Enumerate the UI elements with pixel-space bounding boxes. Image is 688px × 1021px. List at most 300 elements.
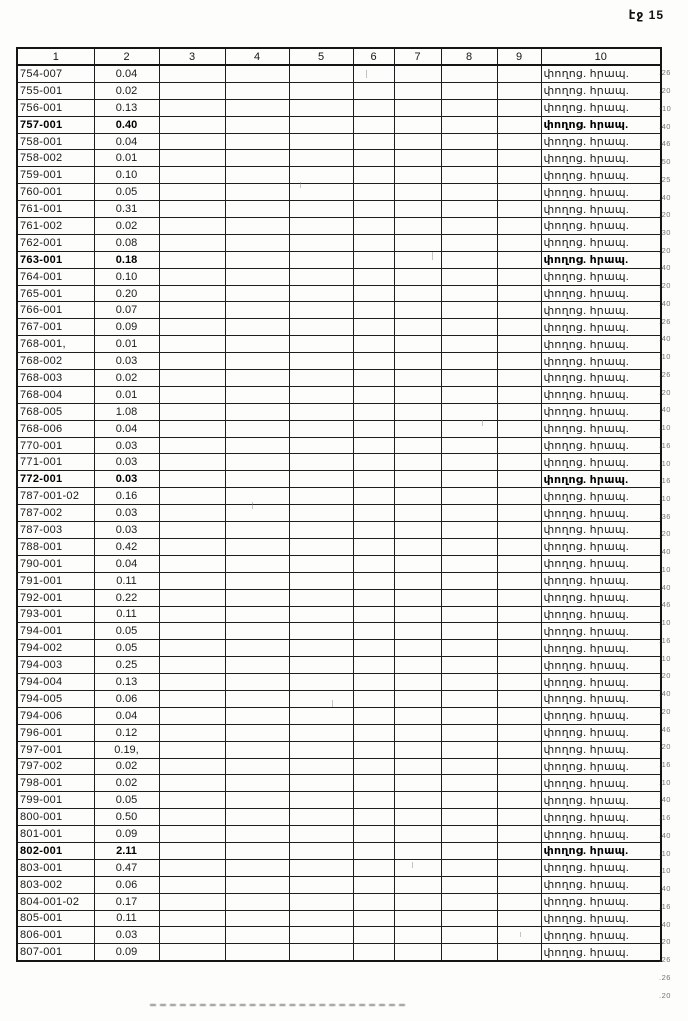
- empty-cell: [441, 758, 497, 775]
- empty-cell: [394, 65, 441, 82]
- empty-cell: [441, 420, 497, 437]
- area-value-cell: 0.01: [94, 336, 159, 353]
- empty-cell: [289, 707, 353, 724]
- area-value-cell: 0.05: [94, 792, 159, 809]
- area-value-cell: 0.02: [94, 370, 159, 387]
- margin-mark: .46: [659, 139, 671, 149]
- note-cell: փողոց. հրապ.: [541, 538, 661, 555]
- parcel-code-cell: 804-001-02: [17, 893, 94, 910]
- empty-cell: [394, 707, 441, 724]
- area-value-cell: 0.50: [94, 809, 159, 826]
- empty-cell: [394, 809, 441, 826]
- empty-cell: [159, 927, 225, 944]
- empty-cell: [225, 201, 289, 218]
- empty-cell: [441, 386, 497, 403]
- empty-cell: [353, 116, 394, 133]
- area-value-cell: 0.47: [94, 859, 159, 876]
- empty-cell: [225, 234, 289, 251]
- parcel-code-cell: 803-001: [17, 859, 94, 876]
- empty-cell: [441, 454, 497, 471]
- area-value-cell: 0.06: [94, 690, 159, 707]
- parcel-code-cell: 768-003: [17, 370, 94, 387]
- margin-mark: .10: [659, 564, 671, 574]
- empty-cell: [394, 842, 441, 859]
- empty-cell: [394, 201, 441, 218]
- empty-cell: [159, 184, 225, 201]
- empty-cell: [394, 505, 441, 522]
- scan-noise: [432, 252, 433, 260]
- empty-cell: [225, 623, 289, 640]
- empty-cell: [441, 606, 497, 623]
- empty-cell: [441, 555, 497, 572]
- area-value-cell: 0.19,: [94, 741, 159, 758]
- empty-cell: [353, 944, 394, 961]
- parcel-code-cell: 794-006: [17, 707, 94, 724]
- empty-cell: [353, 555, 394, 572]
- margin-mark: .20: [659, 671, 671, 681]
- table-body: [17, 65, 661, 961]
- note-cell: փողոց. հրապ.: [541, 285, 661, 302]
- empty-cell: [394, 488, 441, 505]
- empty-cell: [497, 876, 541, 893]
- table-row: [17, 809, 661, 826]
- empty-cell: [497, 65, 541, 82]
- empty-cell: [159, 285, 225, 302]
- empty-cell: [394, 893, 441, 910]
- table-row: [17, 403, 661, 420]
- empty-cell: [353, 353, 394, 370]
- area-value-cell: 0.07: [94, 302, 159, 319]
- empty-cell: [159, 809, 225, 826]
- table-row: [17, 488, 661, 505]
- empty-cell: [497, 555, 541, 572]
- table-row: [17, 454, 661, 471]
- empty-cell: [159, 505, 225, 522]
- empty-cell: [497, 218, 541, 235]
- table-row: [17, 826, 661, 843]
- note-cell: փողոց. հրապ.: [541, 910, 661, 927]
- empty-cell: [497, 606, 541, 623]
- empty-cell: [497, 403, 541, 420]
- empty-cell: [159, 842, 225, 859]
- area-value-cell: 0.13: [94, 99, 159, 116]
- empty-cell: [225, 589, 289, 606]
- parcel-code-cell: 794-001: [17, 623, 94, 640]
- empty-cell: [353, 910, 394, 927]
- area-value-cell: 0.01: [94, 386, 159, 403]
- empty-cell: [497, 859, 541, 876]
- parcel-code-cell: 767-001: [17, 319, 94, 336]
- column-header: 6: [353, 48, 394, 65]
- table-row: [17, 707, 661, 724]
- margin-mark: .40: [659, 919, 671, 929]
- margin-mark: .16: [659, 635, 671, 645]
- empty-cell: [394, 116, 441, 133]
- empty-cell: [225, 792, 289, 809]
- empty-cell: [289, 623, 353, 640]
- empty-cell: [394, 302, 441, 319]
- margin-mark: .26: [659, 316, 671, 326]
- empty-cell: [225, 809, 289, 826]
- empty-cell: [497, 319, 541, 336]
- note-cell: փողոց. հրապ.: [541, 758, 661, 775]
- margin-mark: .10: [659, 848, 671, 858]
- empty-cell: [225, 403, 289, 420]
- note-cell: փողոց. հրապ.: [541, 218, 661, 235]
- margin-mark: .10: [659, 777, 671, 787]
- empty-cell: [353, 606, 394, 623]
- table-row: [17, 927, 661, 944]
- empty-cell: [225, 538, 289, 555]
- parcel-code-cell: 759-001: [17, 167, 94, 184]
- empty-cell: [159, 319, 225, 336]
- empty-cell: [225, 707, 289, 724]
- empty-cell: [225, 386, 289, 403]
- empty-cell: [353, 285, 394, 302]
- area-value-cell: 0.02: [94, 775, 159, 792]
- empty-cell: [289, 826, 353, 843]
- empty-cell: [225, 488, 289, 505]
- empty-cell: [394, 370, 441, 387]
- note-cell: փողոց. հրապ.: [541, 471, 661, 488]
- empty-cell: [289, 251, 353, 268]
- empty-cell: [159, 353, 225, 370]
- empty-cell: [497, 201, 541, 218]
- table-row: [17, 184, 661, 201]
- area-value-cell: 0.10: [94, 167, 159, 184]
- empty-cell: [497, 792, 541, 809]
- margin-mark: .20: [659, 387, 671, 397]
- note-cell: փողոց. հրապ.: [541, 842, 661, 859]
- empty-cell: [394, 792, 441, 809]
- scan-noise: [520, 932, 521, 937]
- area-value-cell: 0.25: [94, 657, 159, 674]
- empty-cell: [225, 522, 289, 539]
- empty-cell: [497, 234, 541, 251]
- note-cell: փողոց. հրապ.: [541, 690, 661, 707]
- empty-cell: [441, 319, 497, 336]
- empty-cell: [353, 809, 394, 826]
- empty-cell: [225, 555, 289, 572]
- empty-cell: [441, 184, 497, 201]
- empty-cell: [159, 99, 225, 116]
- note-cell: փողոց. հրապ.: [541, 674, 661, 691]
- area-value-cell: 2.11: [94, 842, 159, 859]
- empty-cell: [441, 657, 497, 674]
- note-cell: փողոց. հրապ.: [541, 116, 661, 133]
- empty-cell: [289, 184, 353, 201]
- empty-cell: [497, 133, 541, 150]
- parcel-code-cell: 758-001: [17, 133, 94, 150]
- empty-cell: [225, 842, 289, 859]
- margin-mark: .40: [659, 121, 671, 131]
- margin-mark: .26: [659, 369, 671, 379]
- note-cell: փողոց. հրապ.: [541, 859, 661, 876]
- table-row: [17, 336, 661, 353]
- margin-mark: .40: [659, 547, 671, 557]
- empty-cell: [353, 167, 394, 184]
- empty-cell: [159, 522, 225, 539]
- empty-cell: [159, 150, 225, 167]
- table-row: [17, 319, 661, 336]
- parcel-code-cell: 755-001: [17, 82, 94, 99]
- parcel-code-cell: 790-001: [17, 555, 94, 572]
- empty-cell: [441, 336, 497, 353]
- empty-cell: [225, 437, 289, 454]
- empty-cell: [441, 285, 497, 302]
- empty-cell: [394, 218, 441, 235]
- note-cell: փողոց. հրապ.: [541, 944, 661, 961]
- column-header: 2: [94, 48, 159, 65]
- parcel-code-cell: 806-001: [17, 927, 94, 944]
- empty-cell: [394, 133, 441, 150]
- margin-mark: .16: [659, 813, 671, 823]
- table-row: [17, 876, 661, 893]
- note-cell: փողոց. հրապ.: [541, 437, 661, 454]
- empty-cell: [159, 167, 225, 184]
- table-row: [17, 471, 661, 488]
- table-row: [17, 606, 661, 623]
- empty-cell: [289, 150, 353, 167]
- empty-cell: [159, 336, 225, 353]
- area-value-cell: 0.04: [94, 707, 159, 724]
- empty-cell: [289, 522, 353, 539]
- empty-cell: [497, 741, 541, 758]
- empty-cell: [159, 302, 225, 319]
- empty-cell: [394, 572, 441, 589]
- table-row: [17, 792, 661, 809]
- empty-cell: [353, 268, 394, 285]
- empty-cell: [497, 150, 541, 167]
- area-value-cell: 0.11: [94, 910, 159, 927]
- note-cell: փողոց. հրապ.: [541, 623, 661, 640]
- empty-cell: [159, 910, 225, 927]
- empty-cell: [441, 640, 497, 657]
- empty-cell: [289, 842, 353, 859]
- empty-cell: [497, 674, 541, 691]
- area-value-cell: 1.08: [94, 403, 159, 420]
- area-value-cell: 0.40: [94, 116, 159, 133]
- area-value-cell: 0.11: [94, 572, 159, 589]
- empty-cell: [289, 775, 353, 792]
- note-cell: փողոց. հրապ.: [541, 99, 661, 116]
- margin-mark: .20: [659, 281, 671, 291]
- empty-cell: [497, 370, 541, 387]
- empty-cell: [353, 302, 394, 319]
- empty-cell: [441, 268, 497, 285]
- empty-cell: [497, 285, 541, 302]
- empty-cell: [497, 809, 541, 826]
- table-row: [17, 65, 661, 82]
- empty-cell: [225, 775, 289, 792]
- empty-cell: [225, 336, 289, 353]
- empty-cell: [159, 690, 225, 707]
- empty-cell: [497, 99, 541, 116]
- margin-mark: .40: [659, 884, 671, 894]
- parcel-code-cell: 801-001: [17, 826, 94, 843]
- empty-cell: [353, 876, 394, 893]
- table-row: [17, 724, 661, 741]
- note-cell: փողոց. հրապ.: [541, 707, 661, 724]
- empty-cell: [353, 674, 394, 691]
- note-cell: փողոց. հրապ.: [541, 555, 661, 572]
- empty-cell: [353, 657, 394, 674]
- table-row: [17, 657, 661, 674]
- table-row: [17, 690, 661, 707]
- empty-cell: [353, 724, 394, 741]
- empty-cell: [497, 386, 541, 403]
- area-value-cell: 0.04: [94, 420, 159, 437]
- empty-cell: [353, 133, 394, 150]
- parcel-code-cell: 788-001: [17, 538, 94, 555]
- empty-cell: [289, 893, 353, 910]
- area-value-cell: 0.01: [94, 150, 159, 167]
- empty-cell: [394, 910, 441, 927]
- note-cell: փողոց. հրապ.: [541, 606, 661, 623]
- empty-cell: [497, 826, 541, 843]
- parcel-code-cell: 763-001: [17, 251, 94, 268]
- area-value-cell: 0.05: [94, 184, 159, 201]
- table-row: [17, 99, 661, 116]
- area-value-cell: 0.03: [94, 505, 159, 522]
- margin-mark: -10: [659, 103, 672, 113]
- empty-cell: [394, 876, 441, 893]
- empty-cell: [289, 505, 353, 522]
- empty-cell: [394, 454, 441, 471]
- empty-cell: [225, 859, 289, 876]
- empty-cell: [394, 184, 441, 201]
- empty-cell: [353, 572, 394, 589]
- margin-mark: .26: [659, 955, 671, 965]
- empty-cell: [497, 184, 541, 201]
- empty-cell: [394, 420, 441, 437]
- empty-cell: [497, 437, 541, 454]
- parcel-code-cell: 771-001: [17, 454, 94, 471]
- parcel-code-cell: 800-001: [17, 809, 94, 826]
- empty-cell: [289, 201, 353, 218]
- empty-cell: [289, 167, 353, 184]
- area-value-cell: 0.04: [94, 133, 159, 150]
- empty-cell: [353, 859, 394, 876]
- empty-cell: [441, 674, 497, 691]
- note-cell: փողոց. հրապ.: [541, 792, 661, 809]
- empty-cell: [289, 234, 353, 251]
- note-cell: փողոց. հրապ.: [541, 589, 661, 606]
- empty-cell: [159, 775, 225, 792]
- margin-mark: .10: [659, 352, 671, 362]
- empty-cell: [394, 319, 441, 336]
- parcel-code-cell: 797-002: [17, 758, 94, 775]
- note-cell: փողոց. հրապ.: [541, 420, 661, 437]
- empty-cell: [394, 606, 441, 623]
- parcel-code-cell: 787-002: [17, 505, 94, 522]
- margin-mark: .20: [659, 245, 671, 255]
- margin-mark: .10: [659, 458, 671, 468]
- empty-cell: [225, 454, 289, 471]
- empty-cell: [441, 133, 497, 150]
- empty-cell: [441, 471, 497, 488]
- note-cell: փողոց. հրապ.: [541, 251, 661, 268]
- empty-cell: [441, 234, 497, 251]
- empty-cell: [225, 471, 289, 488]
- empty-cell: [289, 319, 353, 336]
- empty-cell: [159, 488, 225, 505]
- empty-cell: [289, 809, 353, 826]
- parcel-code-cell: 761-002: [17, 218, 94, 235]
- margin-mark: .20: [659, 86, 671, 96]
- area-value-cell: 0.16: [94, 488, 159, 505]
- note-cell: փողոց. հրապ.: [541, 572, 661, 589]
- empty-cell: [441, 826, 497, 843]
- empty-cell: [353, 82, 394, 99]
- empty-cell: [159, 116, 225, 133]
- table-row: [17, 758, 661, 775]
- empty-cell: [225, 657, 289, 674]
- empty-cell: [225, 353, 289, 370]
- empty-cell: [159, 403, 225, 420]
- empty-cell: [289, 572, 353, 589]
- empty-cell: [225, 133, 289, 150]
- parcel-code-cell: 802-001: [17, 842, 94, 859]
- parcel-code-cell: 794-004: [17, 674, 94, 691]
- note-cell: փողոց. հրապ.: [541, 893, 661, 910]
- margin-mark: .40: [659, 192, 671, 202]
- note-cell: փողոց. հրապ.: [541, 370, 661, 387]
- empty-cell: [441, 809, 497, 826]
- empty-cell: [497, 690, 541, 707]
- empty-cell: [441, 82, 497, 99]
- empty-cell: [394, 758, 441, 775]
- margin-mark: .20: [659, 210, 671, 220]
- parcel-code-cell: 760-001: [17, 184, 94, 201]
- empty-cell: [497, 927, 541, 944]
- parcel-code-cell: 794-003: [17, 657, 94, 674]
- area-value-cell: 0.03: [94, 522, 159, 539]
- empty-cell: [289, 218, 353, 235]
- empty-cell: [353, 336, 394, 353]
- empty-cell: [394, 268, 441, 285]
- table-row: [17, 538, 661, 555]
- note-cell: փողոց. հրապ.: [541, 724, 661, 741]
- empty-cell: [159, 437, 225, 454]
- parcel-code-cell: 803-002: [17, 876, 94, 893]
- margin-mark: .25: [659, 174, 671, 184]
- empty-cell: [159, 454, 225, 471]
- empty-cell: [353, 184, 394, 201]
- parcel-code-cell: 807-001: [17, 944, 94, 961]
- empty-cell: [289, 353, 353, 370]
- note-cell: փողոց. հրապ.: [541, 876, 661, 893]
- parcel-code-cell: 772-001: [17, 471, 94, 488]
- empty-cell: [441, 353, 497, 370]
- empty-cell: [289, 488, 353, 505]
- margin-mark: .40: [659, 334, 671, 344]
- note-cell: փողոց. հրապ.: [541, 302, 661, 319]
- note-cell: փողոց. հրապ.: [541, 336, 661, 353]
- scan-smudge-line: [150, 1004, 405, 1006]
- area-value-cell: 0.03: [94, 437, 159, 454]
- table-row: [17, 167, 661, 184]
- empty-cell: [394, 741, 441, 758]
- table-row: [17, 589, 661, 606]
- note-cell: փողոց. հրապ.: [541, 826, 661, 843]
- empty-cell: [441, 623, 497, 640]
- area-value-cell: 0.08: [94, 234, 159, 251]
- column-header: 10: [541, 48, 661, 65]
- empty-cell: [353, 99, 394, 116]
- empty-cell: [497, 910, 541, 927]
- note-cell: փողոց. հրապ.: [541, 184, 661, 201]
